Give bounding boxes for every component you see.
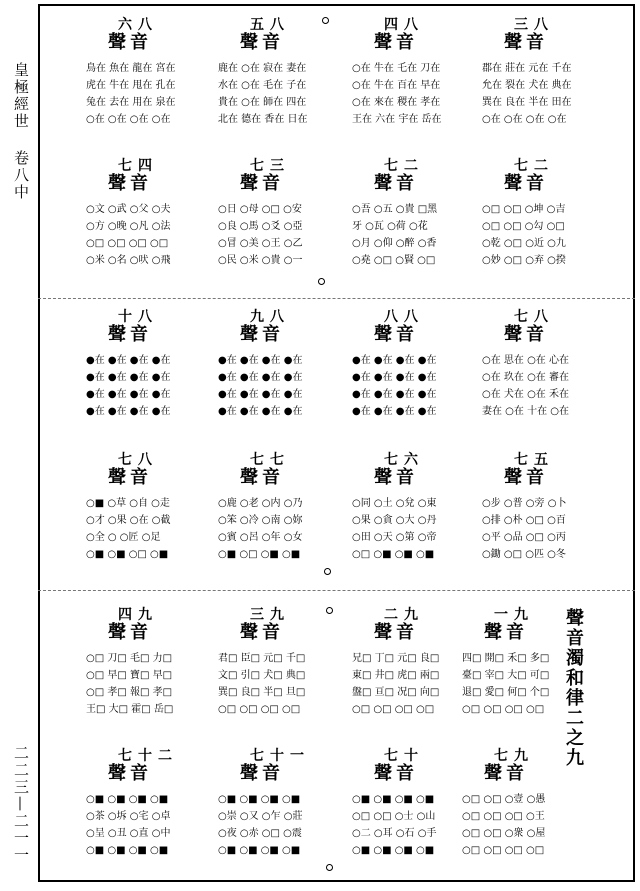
binding-ring-icon xyxy=(322,17,329,24)
heading-numbers: 七五 xyxy=(514,452,554,468)
char-grid xyxy=(352,791,436,859)
char-row: 王□ 大□ 霍□ 岳□ xyxy=(86,704,174,715)
char-row: ○■ ○■ ○■ ○■ xyxy=(352,845,435,856)
char-row: ●在 ●在 ●在 ●在 xyxy=(218,372,303,383)
heading-numbers: 七四 xyxy=(118,158,158,174)
char-row: ○步 ○普 ○旁 ○卜 xyxy=(482,498,567,509)
char-grid xyxy=(218,60,308,128)
heading-sound: 聲音 xyxy=(108,173,152,194)
char-row: ●在 ●在 ●在 ●在 xyxy=(352,355,437,366)
heading-numbers: 七三 xyxy=(250,158,290,174)
heading-sound: 聲音 xyxy=(504,173,548,194)
char-row: ●在 ●在 ●在 ●在 xyxy=(218,389,303,400)
heading-numbers: 三八 xyxy=(514,17,554,33)
char-row: ○茶 ○坼 ○宅 ○卓 xyxy=(86,811,171,822)
char-row: 貴在 ○在 師在 四在 xyxy=(218,97,307,108)
section-divider xyxy=(38,590,635,591)
char-row: 鳥在 魚在 龍在 宮在 xyxy=(86,63,176,74)
char-grid xyxy=(218,791,302,859)
char-row: 妻在 ○在 十在 ○在 xyxy=(482,406,569,417)
heading-sound: 聲音 xyxy=(240,467,284,488)
char-grid xyxy=(482,352,569,420)
char-row: 允在 裂在 犬在 典在 xyxy=(482,80,572,91)
heading-sound: 聲音 xyxy=(108,467,152,488)
char-row: ○呈 ○丑 ○直 ○中 xyxy=(86,828,171,839)
char-grid xyxy=(86,352,170,420)
char-row: ○□ 刀□ 毛□ 力□ xyxy=(86,653,173,664)
heading-numbers: 十八 xyxy=(118,309,158,325)
char-row: ○全 ○ ○匠 ○足 xyxy=(86,532,161,543)
heading-numbers: 四九 xyxy=(118,607,158,623)
heading-sound: 聲音 xyxy=(374,622,418,643)
char-grid xyxy=(352,60,442,128)
char-row: ○在 玖在 ○在 審在 xyxy=(482,372,569,383)
char-row: ○□ ○■ ○■ ○■ xyxy=(352,549,435,560)
char-row: ○夜 ○赤 ○□ ○震 xyxy=(218,828,302,839)
char-row: ○■ ○■ ○■ ○■ xyxy=(86,845,169,856)
heading-numbers: 七十二 xyxy=(118,748,178,764)
char-grid xyxy=(86,650,173,718)
char-row: ○在 犬在 ○在 禾在 xyxy=(482,389,569,400)
char-row: 兄□ 丁□ 元□ 良□ xyxy=(352,653,440,664)
char-row: ○賓 ○呂 ○年 ○女 xyxy=(218,532,303,543)
char-row: ○在 牛在 百在 早在 xyxy=(352,80,441,91)
char-row: ○□ ○□ ○衆 ○屋 xyxy=(462,828,546,839)
char-row: 盤□ 亘□ 况□ 向□ xyxy=(352,687,440,698)
char-row: ○妙 ○□ ○弃 ○揆 xyxy=(482,255,566,266)
char-row: ○平 ○品 ○□ ○丙 xyxy=(482,532,566,543)
char-grid xyxy=(218,201,302,269)
char-row: 巽在 良在 半在 田在 xyxy=(482,97,572,108)
char-grid xyxy=(482,201,566,269)
heading-sound: 聲音 xyxy=(374,324,418,345)
heading-sound: 聲音 xyxy=(374,467,418,488)
char-row: ○方 ○晚 ○凡 ○法 xyxy=(86,221,171,232)
heading-numbers: 七十一 xyxy=(250,748,310,764)
char-row: ○□ ○□ ○壹 ○愚 xyxy=(462,794,546,805)
char-row: ○□ ○□ ○□ ○□ xyxy=(462,704,545,715)
heading-sound: 聲音 xyxy=(240,32,284,53)
char-row: ●在 ●在 ●在 ●在 xyxy=(218,355,303,366)
volume-label: 卷八中 xyxy=(12,150,30,201)
heading-sound: 聲音 xyxy=(240,173,284,194)
char-row: 北在 德在 香在 日在 xyxy=(218,114,308,125)
char-row: ○笨 ○冷 ○南 ○妳 xyxy=(218,515,303,526)
heading-numbers: 七六 xyxy=(384,452,424,468)
heading-numbers: 二九 xyxy=(384,607,424,623)
char-row: ○■ ○■ ○■ ○■ xyxy=(352,794,435,805)
char-row: ○田 ○天 ○第 ○帝 xyxy=(352,532,437,543)
char-row: 虎在 牛在 甩在 孔在 xyxy=(86,80,176,91)
char-row: ●在 ●在 ●在 ●在 xyxy=(352,372,437,383)
char-grid xyxy=(352,650,439,718)
char-grid xyxy=(482,495,566,563)
char-row: 郡在 莊在 元在 千在 xyxy=(482,63,572,74)
heading-sound: 聲音 xyxy=(504,324,548,345)
char-grid xyxy=(218,495,302,563)
char-row: 牙 ○瓦 ○荷 ○花 xyxy=(352,221,428,232)
char-row: 君□ 臣□ 元□ 千□ xyxy=(218,653,306,664)
char-row: ○米 ○名 ○吠 ○飛 xyxy=(86,255,171,266)
heading-numbers: 四八 xyxy=(384,17,424,33)
char-row: ○民 ○米 ○貴 ○一 xyxy=(218,255,303,266)
char-row: ○□ ○□ ○□ ○□ xyxy=(86,238,169,249)
heading-numbers: 七二 xyxy=(514,158,554,174)
char-row: ○日 ○母 ○□ ○安 xyxy=(218,204,302,215)
char-row: 水在 ○在 毛在 子在 xyxy=(218,80,307,91)
char-row: ○■ ○■ ○□ ○■ xyxy=(86,549,169,560)
char-row: ○冒 ○美 ○王 ○乙 xyxy=(218,238,303,249)
char-grid xyxy=(86,60,176,128)
char-grid xyxy=(482,60,572,128)
char-row: 臺□ 宰□ 大□ 可□ xyxy=(462,670,550,681)
char-row: ○鹿 ○老 ○内 ○乃 xyxy=(218,498,303,509)
char-row: ○鋤 ○□ ○匹 ○冬 xyxy=(482,549,566,560)
binding-ring-icon xyxy=(326,607,333,614)
char-grid xyxy=(86,495,170,563)
heading-sound: 聲音 xyxy=(504,32,548,53)
heading-numbers: 八八 xyxy=(384,309,424,325)
heading-numbers: 七八 xyxy=(118,452,158,468)
heading-numbers: 七二 xyxy=(384,158,424,174)
heading-sound: 聲音 xyxy=(240,763,284,784)
char-grid xyxy=(86,201,170,269)
char-row: ○乾 ○□ ○近 ○九 xyxy=(482,238,566,249)
heading-numbers: 七七 xyxy=(250,452,290,468)
char-row: ○□ ○□ ○□ ○□ xyxy=(462,845,545,856)
binding-ring-icon xyxy=(324,568,331,575)
heading-sound: 聲音 xyxy=(240,622,284,643)
char-row: ○文 ○武 ○父 ○夫 xyxy=(86,204,171,215)
char-grid xyxy=(218,352,302,420)
heading-sound: 聲音 xyxy=(108,32,152,53)
char-row: 兔在 去在 用在 泉在 xyxy=(86,97,176,108)
char-row: 東□ 井□ 虎□ 兩□ xyxy=(352,670,440,681)
char-row: ○吾 ○五 ○貴 □黑 xyxy=(352,204,438,215)
section-divider xyxy=(38,298,635,299)
page-number: 二二三—二一一 xyxy=(12,745,30,864)
char-row: ●在 ●在 ●在 ●在 xyxy=(86,406,171,417)
char-row: ○堯 ○□ ○賢 ○□ xyxy=(352,255,436,266)
char-row: ○■ ○■ ○■ ○■ xyxy=(218,794,301,805)
heading-numbers: 一九 xyxy=(494,607,534,623)
char-row: ○□ ○□ ○□ ○□ xyxy=(352,704,435,715)
char-row: ○在 思在 ○在 心在 xyxy=(482,355,569,366)
char-row: ○□ ○□ ○士 ○山 xyxy=(352,811,436,822)
heading-numbers: 五八 xyxy=(250,17,290,33)
char-grid xyxy=(462,650,549,718)
heading-sound: 聲音 xyxy=(374,173,418,194)
char-row: ○□ 早□ 寶□ 早□ xyxy=(86,670,173,681)
char-row: ○二 ○耳 ○石 ○手 xyxy=(352,828,437,839)
char-row: 四□ 開□ 禾□ 多□ xyxy=(462,653,550,664)
chapter-title: 聲音濁和律二之九 xyxy=(563,608,584,768)
char-row: ○■ ○草 ○自 ○走 xyxy=(86,498,170,509)
char-grid xyxy=(352,495,436,563)
heading-numbers: 三九 xyxy=(250,607,290,623)
binding-ring-icon xyxy=(326,864,333,871)
heading-sound: 聲音 xyxy=(484,622,528,643)
char-row: 巽□ 良□ 半□ 旦□ xyxy=(218,687,306,698)
char-row: ●在 ●在 ●在 ●在 xyxy=(218,406,303,417)
heading-numbers: 六八 xyxy=(118,17,158,33)
char-grid xyxy=(352,201,437,269)
char-row: ○良 ○馬 ○爻 ○亞 xyxy=(218,221,303,232)
char-grid xyxy=(86,791,170,859)
heading-sound: 聲音 xyxy=(108,763,152,784)
char-row: ○■ ○■ ○■ ○■ xyxy=(86,794,169,805)
char-row: ○□ ○□ ○坤 ○吉 xyxy=(482,204,566,215)
char-row: 王在 六在 宇在 岳在 xyxy=(352,114,442,125)
char-row: 文□ 引□ 犬□ 典□ xyxy=(218,670,306,681)
char-row: ○在 牛在 乇在 刀在 xyxy=(352,63,441,74)
char-row: ○崇 ○又 ○乍 ○莊 xyxy=(218,811,303,822)
char-row: 退□ 愛□ 何□ 个□ xyxy=(462,687,550,698)
char-row: ○□ ○□ ○□ ○□ xyxy=(218,704,301,715)
heading-sound: 聲音 xyxy=(374,763,418,784)
char-row: 鹿在 ○在 寂在 妻在 xyxy=(218,63,307,74)
heading-sound: 聲音 xyxy=(484,763,528,784)
heading-sound: 聲音 xyxy=(108,324,152,345)
heading-numbers: 七十 xyxy=(384,748,424,764)
book-title: 皇極經世 xyxy=(12,62,30,130)
char-row: ●在 ●在 ●在 ●在 xyxy=(352,406,437,417)
char-row: ○□ 孝□ 報□ 孝□ xyxy=(86,687,173,698)
char-row: ○月 ○仰 ○醉 ○香 xyxy=(352,238,437,249)
heading-numbers: 九八 xyxy=(250,309,290,325)
char-row: ○■ ○□ ○■ ○■ xyxy=(218,549,301,560)
heading-numbers: 七八 xyxy=(514,309,554,325)
char-row: ○才 ○果 ○在 ○截 xyxy=(86,515,171,526)
char-row: ○同 ○土 ○兌 ○東 xyxy=(352,498,437,509)
char-row: ○在 ○在 ○在 ○在 xyxy=(482,114,567,125)
char-grid xyxy=(352,352,436,420)
char-row: ○□ ○□ ○□ ○王 xyxy=(462,811,545,822)
char-row: ○排 ○朴 ○□ ○百 xyxy=(482,515,566,526)
char-row: ○果 ○貪 ○大 ○丹 xyxy=(352,515,437,526)
heading-numbers: 七九 xyxy=(494,748,534,764)
char-row: ●在 ●在 ●在 ●在 xyxy=(86,372,171,383)
char-grid xyxy=(218,650,305,718)
char-row: ○在 ○在 ○在 ○在 xyxy=(86,114,171,125)
heading-sound: 聲音 xyxy=(504,467,548,488)
char-row: ○□ ○□ ○勾 ○□ xyxy=(482,221,565,232)
char-row: ●在 ●在 ●在 ●在 xyxy=(352,389,437,400)
char-row: ○■ ○■ ○■ ○■ xyxy=(218,845,301,856)
heading-sound: 聲音 xyxy=(240,324,284,345)
char-row: ●在 ●在 ●在 ●在 xyxy=(86,389,171,400)
heading-sound: 聲音 xyxy=(374,32,418,53)
binding-ring-icon xyxy=(318,278,325,285)
char-row: ○在 來在 稷在 孝在 xyxy=(352,97,441,108)
heading-sound: 聲音 xyxy=(108,622,152,643)
char-row: ●在 ●在 ●在 ●在 xyxy=(86,355,171,366)
char-grid xyxy=(462,791,545,859)
